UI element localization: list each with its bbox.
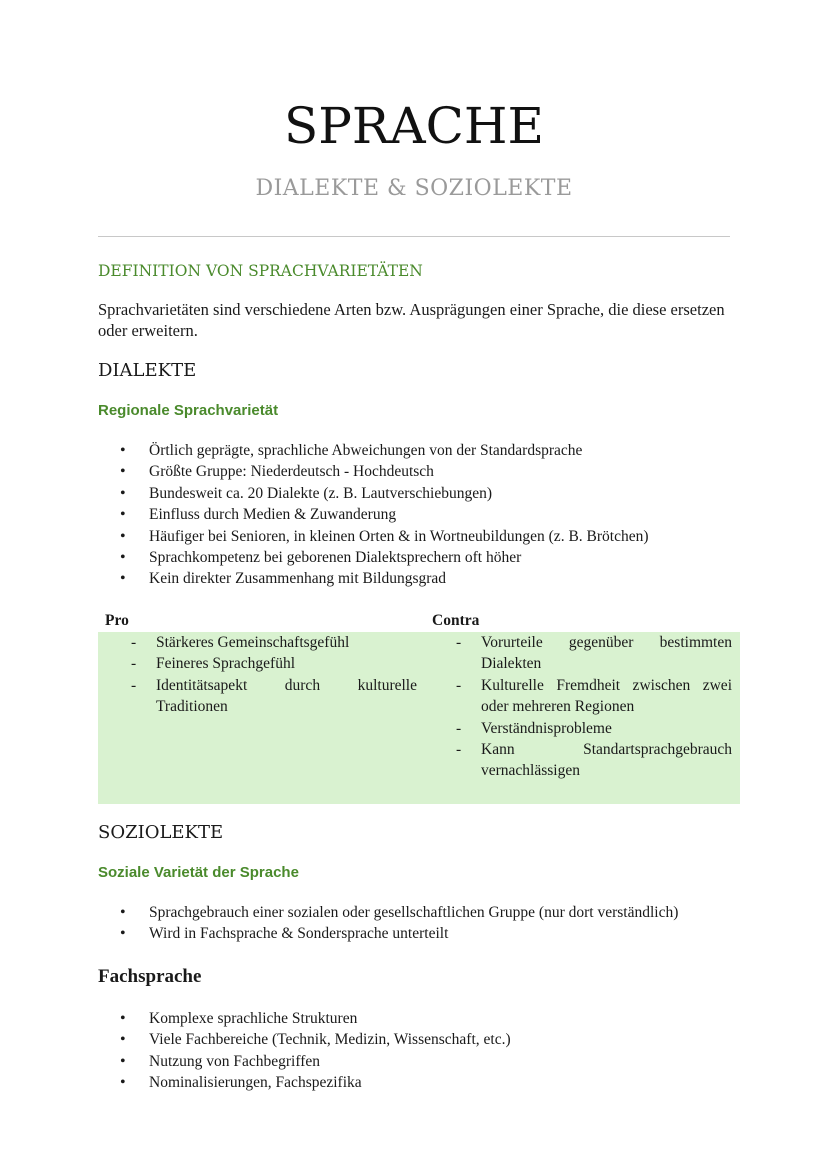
soziolekte-list — [120, 902, 678, 945]
definition-heading: DEFINITION VON SPRACHVARIETÄTEN — [98, 262, 423, 280]
pro-contra-header — [98, 610, 740, 632]
pro-item: - Identitätsapekt durch kulturelle Traditionen — [131, 675, 417, 718]
soziolekte-heading: SOZIOLEKTE — [98, 822, 224, 843]
list-item: • Bundesweit ca. 20 Dialekte (z. B. Lautverschiebungen) — [120, 483, 649, 504]
list-item: • Wird in Fachsprache & Sondersprache unterteilt — [120, 923, 678, 944]
contra-label: Contra — [432, 612, 480, 629]
dialekte-list — [120, 440, 649, 590]
dialekte-subheading: Regionale Sprachvarietät — [98, 402, 279, 419]
list-item: • Sprachkompetenz bei geborenen Dialektsprechern oft höher — [120, 547, 649, 568]
list-item: • Nutzung von Fachbegriffen — [120, 1051, 511, 1072]
pro-label: Pro — [105, 612, 129, 629]
horizontal-divider — [98, 236, 730, 237]
list-item: • Häufiger bei Senioren, in kleinen Orten & in Wortneubildungen (z. B. Brötchen) — [120, 526, 649, 547]
contra-column — [456, 632, 732, 782]
contra-item: - Kulturelle Fremdheit zwischen zwei oder mehreren Regionen — [456, 675, 732, 718]
pro-item: - Stärkeres Gemeinschaftsgefühl — [131, 632, 417, 653]
dialekte-heading: DIALEKTE — [98, 360, 197, 381]
contra-item: - Verständnisprobleme — [456, 718, 732, 739]
pro-contra-table — [98, 632, 740, 804]
list-item: • Örtlich geprägte, sprachliche Abweichungen von der Standardsprache — [120, 440, 649, 461]
list-item: • Kein direkter Zusammenhang mit Bildungsgrad — [120, 568, 649, 589]
list-item: • Größte Gruppe: Niederdeutsch - Hochdeutsch — [120, 461, 649, 482]
pro-item: - Feineres Sprachgefühl — [131, 653, 417, 674]
page-subtitle: DIALEKTE & SOZIOLEKTE — [255, 176, 573, 201]
fachsprache-heading: Fachsprache — [98, 966, 202, 987]
list-item: • Sprachgebrauch einer sozialen oder gesellschaftlichen Gruppe (nur dort verständlich) — [120, 902, 678, 923]
list-item: • Viele Fachbereiche (Technik, Medizin, Wissenschaft, etc.) — [120, 1029, 511, 1050]
list-item: • Einfluss durch Medien & Zuwanderung — [120, 504, 649, 525]
list-item: • Komplexe sprachliche Strukturen — [120, 1008, 511, 1029]
pro-column — [131, 632, 417, 718]
definition-text: Sprachvarietäten sind verschiedene Arten bzw. Ausprägungen einer Sprache, die diese ersetzen oder erweitern. — [98, 300, 725, 340]
contra-item: - Vorurteile gegenüber bestimmten Dialekten — [456, 632, 732, 675]
contra-item: - Kann Standartsprachgebrauch vernachlässigen — [456, 739, 732, 782]
fachsprache-list — [120, 1008, 511, 1094]
list-item: • Nominalisierungen, Fachspezifika — [120, 1072, 511, 1093]
page-title: SPRACHE — [283, 97, 544, 155]
soziolekte-subheading: Soziale Varietät der Sprache — [98, 864, 299, 881]
